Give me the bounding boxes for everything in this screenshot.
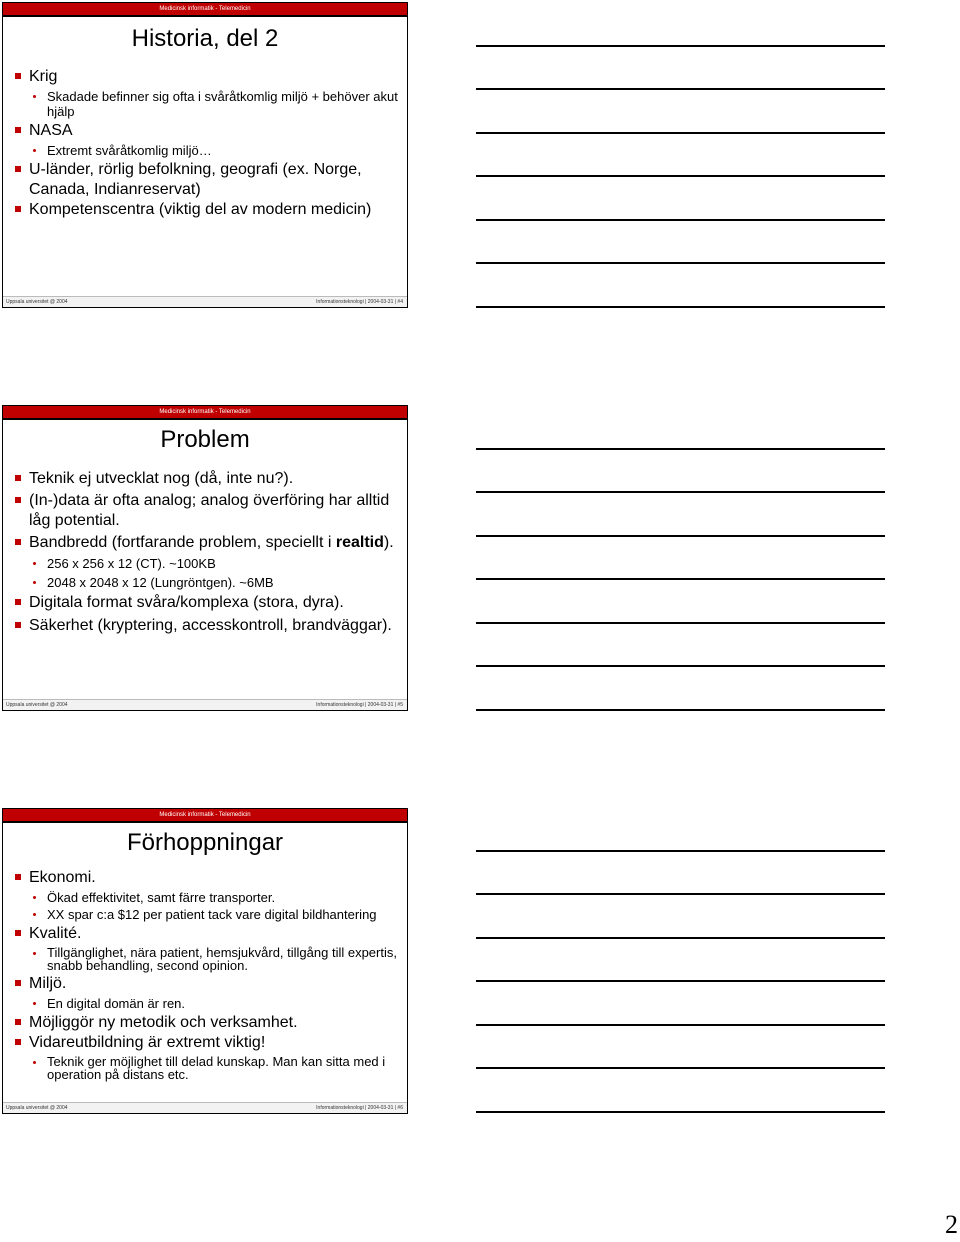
slide-body (15, 67, 399, 220)
note-line (476, 448, 885, 450)
footer-right: Informationsteknologi | 2004-03-31 | #6 (316, 1105, 403, 1111)
note-line (476, 622, 885, 624)
note-line (476, 132, 885, 134)
bullet: (In-)data är ofta analog; analog överföring har alltid låg potential. (15, 491, 399, 531)
slide-5 (2, 405, 408, 711)
note-line (476, 980, 885, 982)
slide-footer (3, 1102, 407, 1113)
slide-body (15, 469, 399, 636)
sub-bullet: 256 x 256 x 12 (CT). ~100KB (15, 556, 399, 571)
sub-bullet: Teknik ger möjlighet till delad kunskap. Man kan sitta med i operation på distans etc. (15, 1055, 399, 1081)
sub-bullet: Ökad effektivitet, samt färre transporter. (15, 890, 399, 905)
note-line (476, 578, 885, 580)
slide-6 (2, 808, 408, 1114)
note-line (476, 937, 885, 939)
footer-right: Informationsteknologi | 2004-03-31 | #4 (316, 299, 403, 305)
slide-title: Problem (160, 426, 250, 453)
slide-title: Historia, del 2 (131, 25, 279, 52)
bullet: Möjliggör ny metodik och verksamhet. (15, 1013, 399, 1033)
note-line (476, 893, 885, 895)
bullet: Säkerhet (kryptering, accesskontroll, brandväggar). (15, 616, 399, 636)
sub-bullet: Extremt svåråtkomlig miljö… (15, 143, 399, 158)
slide-footer (3, 296, 407, 307)
note-line (476, 709, 885, 711)
note-line (476, 491, 885, 493)
bullet: Teknik ej utvecklat nog (då, inte nu?). (15, 469, 399, 489)
note-line (476, 45, 885, 47)
sub-bullet: Skadade befinner sig ofta i svåråtkomlig miljö + behöver akut hjälp (15, 89, 399, 119)
footer-right: Informationsteknologi | 2004-03-31 | #5 (316, 702, 403, 708)
note-line (476, 850, 885, 852)
bullet: Digitala format svåra/komplexa (stora, dyra). (15, 593, 399, 613)
bullet: Ekonomi. (15, 868, 399, 888)
slide-body (15, 868, 399, 1083)
footer-left: Uppsala universitet @ 2004 (6, 702, 68, 708)
sub-bullet: XX spar c:a $12 per patient tack vare digital bildhantering (15, 907, 399, 922)
note-line (476, 175, 885, 177)
bullet: Bandbredd (fortfarande problem, speciellt i realtid). (15, 533, 399, 553)
sub-bullet: En digital domän är ren. (15, 996, 399, 1011)
note-line (476, 306, 885, 308)
note-line (476, 88, 885, 90)
note-line (476, 1111, 885, 1113)
note-line (476, 1024, 885, 1026)
note-line (476, 219, 885, 221)
sub-bullet: 2048 x 2048 x 12 (Lungröntgen). ~6MB (15, 575, 399, 590)
footer-left: Uppsala universitet @ 2004 (6, 299, 68, 305)
slide-footer (3, 699, 407, 710)
footer-left: Uppsala universitet @ 2004 (6, 1105, 68, 1111)
bullet: NASA (15, 121, 399, 141)
bullet: Krig (15, 67, 399, 87)
sub-bullet: Tillgänglighet, nära patient, hemsjukvård, tillgång till expertis, snabb behandling, second opinion. (15, 946, 399, 972)
bullet: U-länder, rörlig befolkning, geografi (ex. Norge, Canada, Indianreservat) (15, 160, 399, 200)
slide-header-bar: Medicinsk informatik - Telemedicin (3, 809, 407, 823)
slide-title: Förhoppningar (126, 829, 284, 856)
slide-header-bar: Medicinsk informatik - Telemedicin (3, 406, 407, 420)
note-line (476, 262, 885, 264)
slide-4 (2, 2, 408, 308)
note-line (476, 665, 885, 667)
page-number: 2 (945, 1210, 958, 1239)
bullet: Miljö. (15, 974, 399, 994)
note-line (476, 1067, 885, 1069)
bullet: Kompetenscentra (viktig del av modern medicin) (15, 200, 399, 220)
bullet: Kvalité. (15, 924, 399, 944)
bullet: Vidareutbildning är extremt viktig! (15, 1033, 399, 1053)
note-line (476, 535, 885, 537)
slide-header-bar: Medicinsk informatik - Telemedicin (3, 3, 407, 17)
